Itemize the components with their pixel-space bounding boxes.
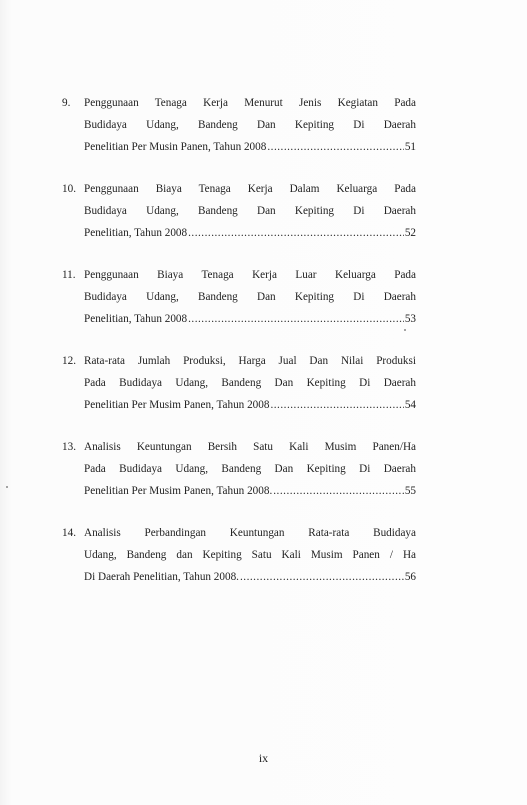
dot-leader xyxy=(240,566,404,588)
entry-page-number: 51 xyxy=(404,141,416,153)
page-footer xyxy=(0,751,527,766)
entry-title-line: Penggunaan Tenaga Kerja Menurut Jenis Kegiatan Pada xyxy=(84,97,416,109)
entry-number: 10. xyxy=(62,183,76,195)
entry-page-number: 55 xyxy=(404,485,416,497)
toc-entry-12[interactable] xyxy=(62,350,416,416)
entry-last-line xyxy=(84,566,416,588)
entry-title-line: Budidaya Udang, Bandeng Dan Kepiting Di Daerah xyxy=(84,205,416,217)
entry-number: 14. xyxy=(62,527,76,539)
entry-number: 11. xyxy=(62,269,76,281)
entry-title-line: Analisis Keuntungan Bersih Satu Kali Musim Panen/Ha xyxy=(84,441,416,453)
toc-entry-9[interactable] xyxy=(62,92,416,158)
entry-title-line: Penelitian, Tahun 2008 xyxy=(84,313,188,325)
table-list xyxy=(62,92,416,608)
entry-page-number: 53 xyxy=(404,313,416,325)
page-number: ix xyxy=(258,751,269,765)
dot-leader xyxy=(188,308,404,330)
entry-title-line: Penelitian Per Musim Panen, Tahun 2008. xyxy=(84,485,273,497)
toc-entry-10[interactable] xyxy=(62,178,416,244)
entry-title-line: Rata-rata Jumlah Produksi, Harga Jual Dan Nilai Produksi xyxy=(84,355,416,367)
dot-leader xyxy=(273,480,404,502)
entry-last-line xyxy=(84,136,416,158)
entry-title-line: Budidaya Udang, Bandeng Dan Kepiting Di Daerah xyxy=(84,119,416,131)
entry-title-line: Penelitian Per Musim Panen, Tahun 2008 xyxy=(84,399,270,411)
entry-last-line xyxy=(84,394,416,416)
entry-number: 9. xyxy=(62,97,71,109)
entry-title-line: Pada Budidaya Udang, Bandeng Dan Kepiting Di Daerah xyxy=(84,377,416,389)
toc-entry-13[interactable] xyxy=(62,436,416,502)
toc-entry-11[interactable] xyxy=(62,264,416,330)
entry-page-number: 54 xyxy=(404,399,416,411)
entry-page-number: 56 xyxy=(404,571,416,583)
dot-leader xyxy=(188,222,404,244)
entry-last-line xyxy=(84,222,416,244)
entry-number: 12. xyxy=(62,355,76,367)
entry-last-line xyxy=(84,480,416,502)
entry-title-line: Budidaya Udang, Bandeng Dan Kepiting Di Daerah xyxy=(84,291,416,303)
entry-title-line: Penelitian, Tahun 2008 xyxy=(84,227,188,239)
entry-number: 13. xyxy=(62,441,76,453)
entry-title-line: Penggunaan Biaya Tenaga Kerja Dalam Keluarga Pada xyxy=(84,183,416,195)
dot-leader xyxy=(270,394,403,416)
toc-entry-14[interactable] xyxy=(62,522,416,588)
entry-last-line xyxy=(84,308,416,330)
scan-speck xyxy=(6,486,8,488)
entry-title-line: Udang, Bandeng dan Kepiting Satu Kali Musim Panen / Ha xyxy=(84,549,416,561)
entry-title-line: Pada Budidaya Udang, Bandeng Dan Kepiting Di Daerah xyxy=(84,463,416,475)
entry-page-number: 52 xyxy=(404,227,416,239)
entry-title-line: Penggunaan Biaya Tenaga Kerja Luar Keluarga Pada xyxy=(84,269,416,281)
entry-title-line: Di Daerah Penelitian, Tahun 2008. xyxy=(84,571,239,583)
entry-title-line: Analisis Perbandingan Keuntungan Rata-rata Budidaya xyxy=(84,527,416,539)
dot-leader xyxy=(267,136,403,158)
entry-title-line: Penelitian Per Musin Panen, Tahun 2008 xyxy=(84,141,267,153)
